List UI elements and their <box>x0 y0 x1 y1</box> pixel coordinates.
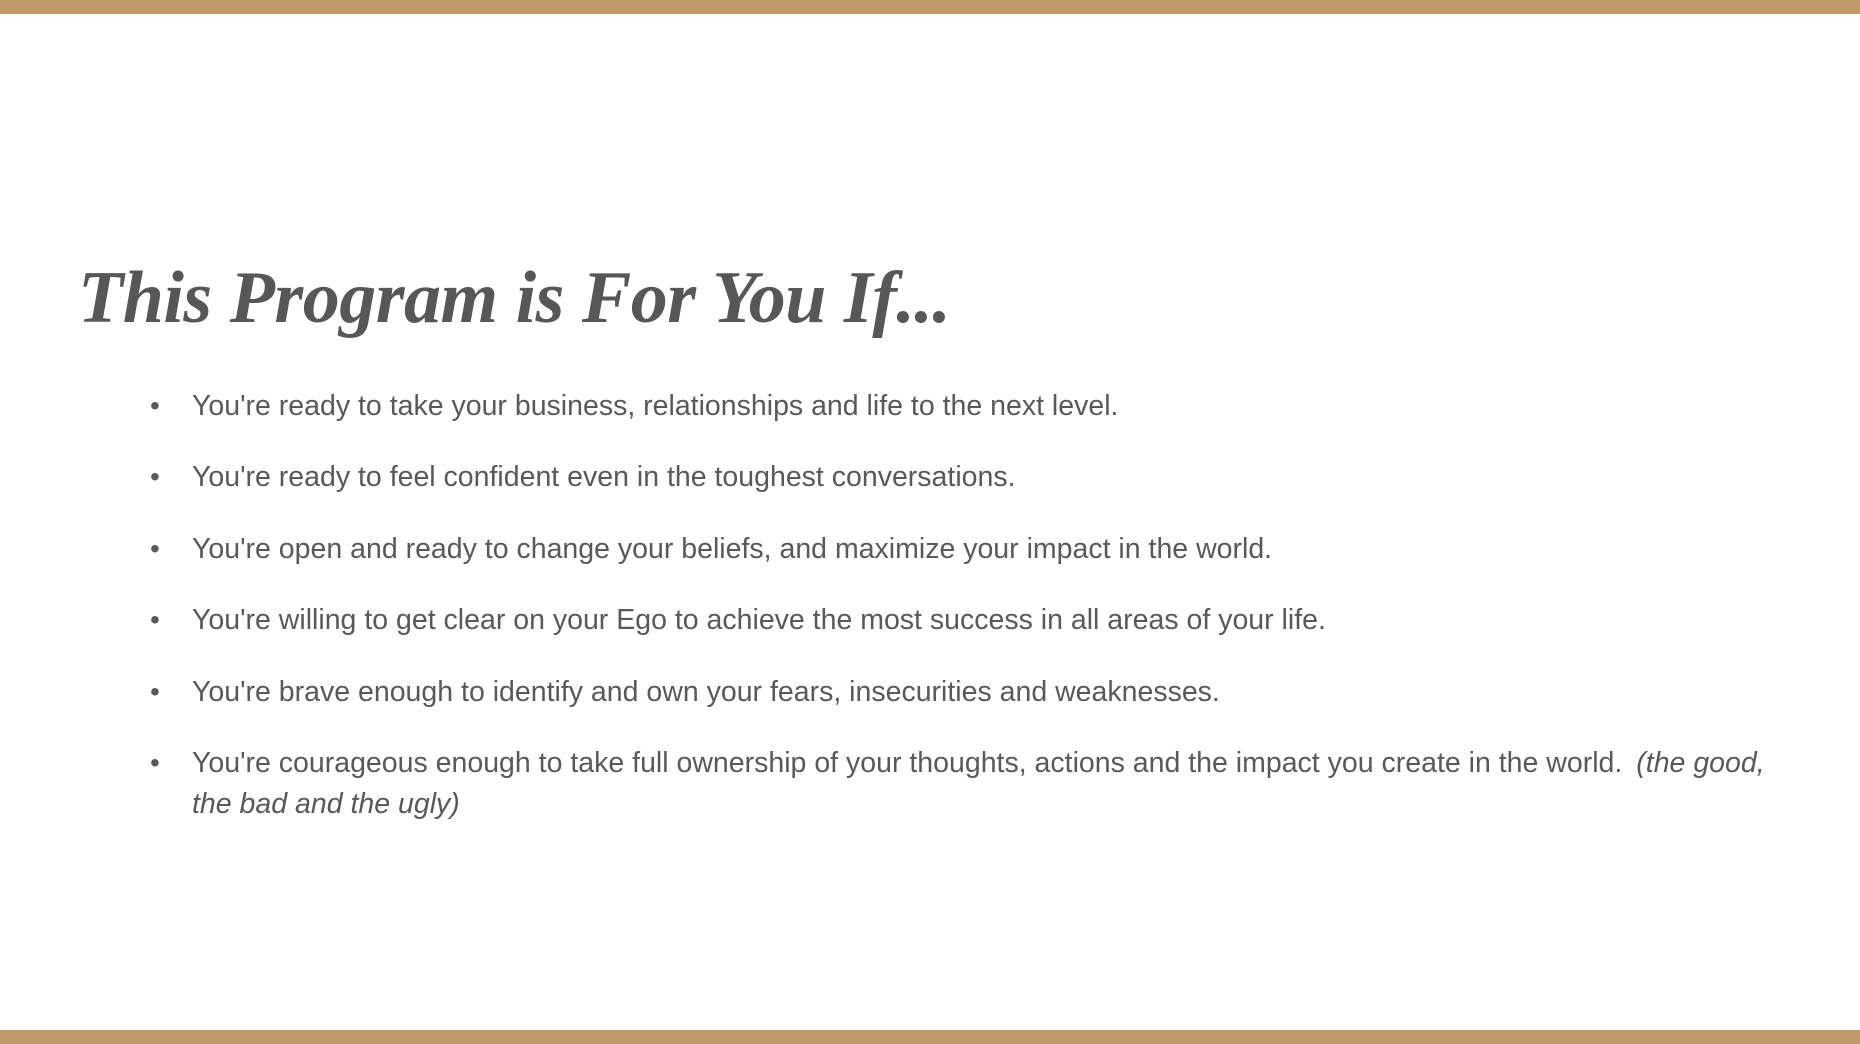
bullet-marker-icon: • <box>150 747 160 779</box>
bullet-marker-icon: • <box>150 604 160 636</box>
list-item-text: You're open and ready to change your beliefs, and maximize your impact in the world. <box>192 532 1273 565</box>
list-item-text: You're brave enough to identify and own your fears, insecurities and weaknesses. <box>192 675 1220 708</box>
list-item <box>140 529 1800 569</box>
list-item-note: (the good, the bad and the ugly) <box>192 747 1765 820</box>
bullet-marker-icon: • <box>150 461 160 493</box>
list-item <box>140 672 1800 712</box>
list-item <box>140 386 1800 426</box>
top-accent-band <box>0 0 1860 14</box>
list-item-text: You're ready to feel confident even in the toughest conversations. <box>192 461 1016 494</box>
list-item-text: You're courageous enough to take full ownership of your thoughts, actions and the impact you create in the world. <box>192 747 1623 780</box>
list-item-text: You're ready to take your business, relationships and life to the next level. <box>192 390 1119 422</box>
list-item <box>140 600 1800 640</box>
bullet-marker-icon: • <box>150 675 160 707</box>
bullet-marker-icon: • <box>150 390 160 421</box>
list-item-text: You're willing to get clear on your Ego to achieve the most success in all areas of your life. <box>192 604 1326 637</box>
bottom-accent-band <box>0 1030 1860 1044</box>
page-title: This Program is For You If... <box>78 256 951 339</box>
list-item <box>140 743 1800 824</box>
bullet-marker-icon: • <box>150 532 160 564</box>
slide-content <box>0 14 1860 1030</box>
bullet-list <box>140 386 1800 824</box>
list-item <box>140 457 1800 497</box>
